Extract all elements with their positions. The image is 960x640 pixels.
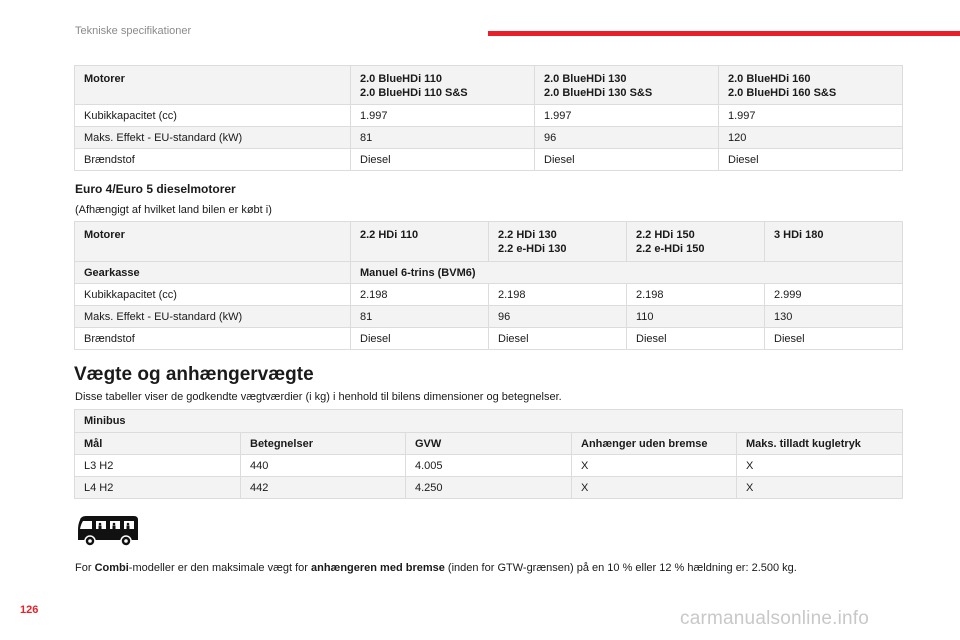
table-cell: 2.999 [765,284,903,306]
table-header-cell: 2.0 BlueHDi 160 2.0 BlueHDi 160 S&S [719,66,903,105]
table-row [75,306,903,328]
minibus-weights-table [74,409,903,499]
gearbox-value: Manuel 6-trins (BVM6) [351,262,903,284]
table-header-row [75,222,903,262]
table-cell: 2.198 [627,284,765,306]
table-cell: 120 [719,127,903,149]
table-cell: Diesel [489,328,627,350]
table-cell: Brændstof [75,328,351,350]
table-cell: Diesel [765,328,903,350]
table-header-cell: 2.2 HDi 150 2.2 e-HDi 150 [627,222,765,262]
table-cell: Diesel [719,149,903,171]
header-title: Tekniske specifikationer [75,25,192,37]
watermark: carmanualsonline.info [680,608,870,629]
footnote-text-pre: For [75,562,95,574]
table-header-cell: Betegnelser [241,433,406,455]
header-accent-bar [488,31,960,36]
table-cell: 442 [241,477,406,499]
combi-trailer-note [75,562,797,574]
table-row [75,127,903,149]
table-cell: Maks. Effekt - EU-standard (kW) [75,127,351,149]
engine-table-hdi [74,221,903,350]
footnote-bold-trailer: anhængeren med bremse [310,562,445,574]
table-cell: X [572,477,737,499]
table-cell: 130 [765,306,903,328]
table-cell: Brændstof [75,149,351,171]
table-caption: Minibus [75,410,903,433]
table-cell: 110 [627,306,765,328]
footnote-bold-combi: Combi [94,562,129,574]
table-header-row [75,66,903,105]
table-cell: Maks. Effekt - EU-standard (kW) [75,306,351,328]
table-cell: Diesel [627,328,765,350]
table-cell: X [572,455,737,477]
engine-table-bluehdi [74,65,903,171]
gearbox-row [75,262,903,284]
table-cell: L3 H2 [75,455,241,477]
table-header-cell: 2.0 BlueHDi 130 2.0 BlueHDi 130 S&S [535,66,719,105]
table-header-cell: Motorer [75,222,351,262]
table-cell: Kubikkapacitet (cc) [75,284,351,306]
table-cell: 81 [351,306,489,328]
table-cell: 4.250 [406,477,572,499]
table-cell: Diesel [351,149,535,171]
table-header-cell: Mål [75,433,241,455]
footnote-text-mid: -modeller er den maksimale vægt for [128,562,311,574]
table-header-cell: 2.2 HDi 110 [351,222,489,262]
table-header-row [75,433,903,455]
minibus-van-icon [76,512,140,548]
table-row [75,105,903,127]
weights-section-title: Vægte og anhængervægte [74,364,314,385]
table-header-cell: 2.0 BlueHDi 110 2.0 BlueHDi 110 S&S [351,66,535,105]
table-cell: 2.198 [351,284,489,306]
table-cell: L4 H2 [75,477,241,499]
table-cell: 96 [535,127,719,149]
table-cell: 4.005 [406,455,572,477]
table-header-cell: 3 HDi 180 [765,222,903,262]
table-cell: 440 [241,455,406,477]
table-caption-row [75,410,903,433]
table-header-cell: 2.2 HDi 130 2.2 e-HDi 130 [489,222,627,262]
page-number: 126 [20,604,39,616]
table-header-cell: GVW [406,433,572,455]
table-header-cell: Maks. tilladt kugletryk [737,433,903,455]
table-cell: 2.198 [489,284,627,306]
footnote-text-post: (inden for GTW-grænsen) på en 10 % eller 12 % hældning er: 2.500 kg. [444,562,797,574]
table-row [75,149,903,171]
table-row [75,477,903,499]
table-header-cell: Motorer [75,66,351,105]
table-row [75,328,903,350]
table-cell: Diesel [535,149,719,171]
table-cell: Diesel [351,328,489,350]
table-cell: 81 [351,127,535,149]
table-cell: X [737,477,903,499]
table-cell: 1.997 [535,105,719,127]
table-cell: 1.997 [719,105,903,127]
table-row [75,455,903,477]
euro-section-note: (Afhængigt af hvilket land bilen er købt i) [75,204,272,216]
weights-intro: Disse tabeller viser de godkendte vægtværdier (i kg) i henhold til bilens dimensioner og betegnelser. [75,391,562,403]
euro-section-title: Euro 4/Euro 5 dieselmotorer [75,182,236,196]
table-cell: X [737,455,903,477]
gearbox-label: Gearkasse [75,262,351,284]
table-cell: Kubikkapacitet (cc) [75,105,351,127]
table-header-cell: Anhænger uden bremse [572,433,737,455]
table-cell: 1.997 [351,105,535,127]
table-row [75,284,903,306]
table-cell: 96 [489,306,627,328]
